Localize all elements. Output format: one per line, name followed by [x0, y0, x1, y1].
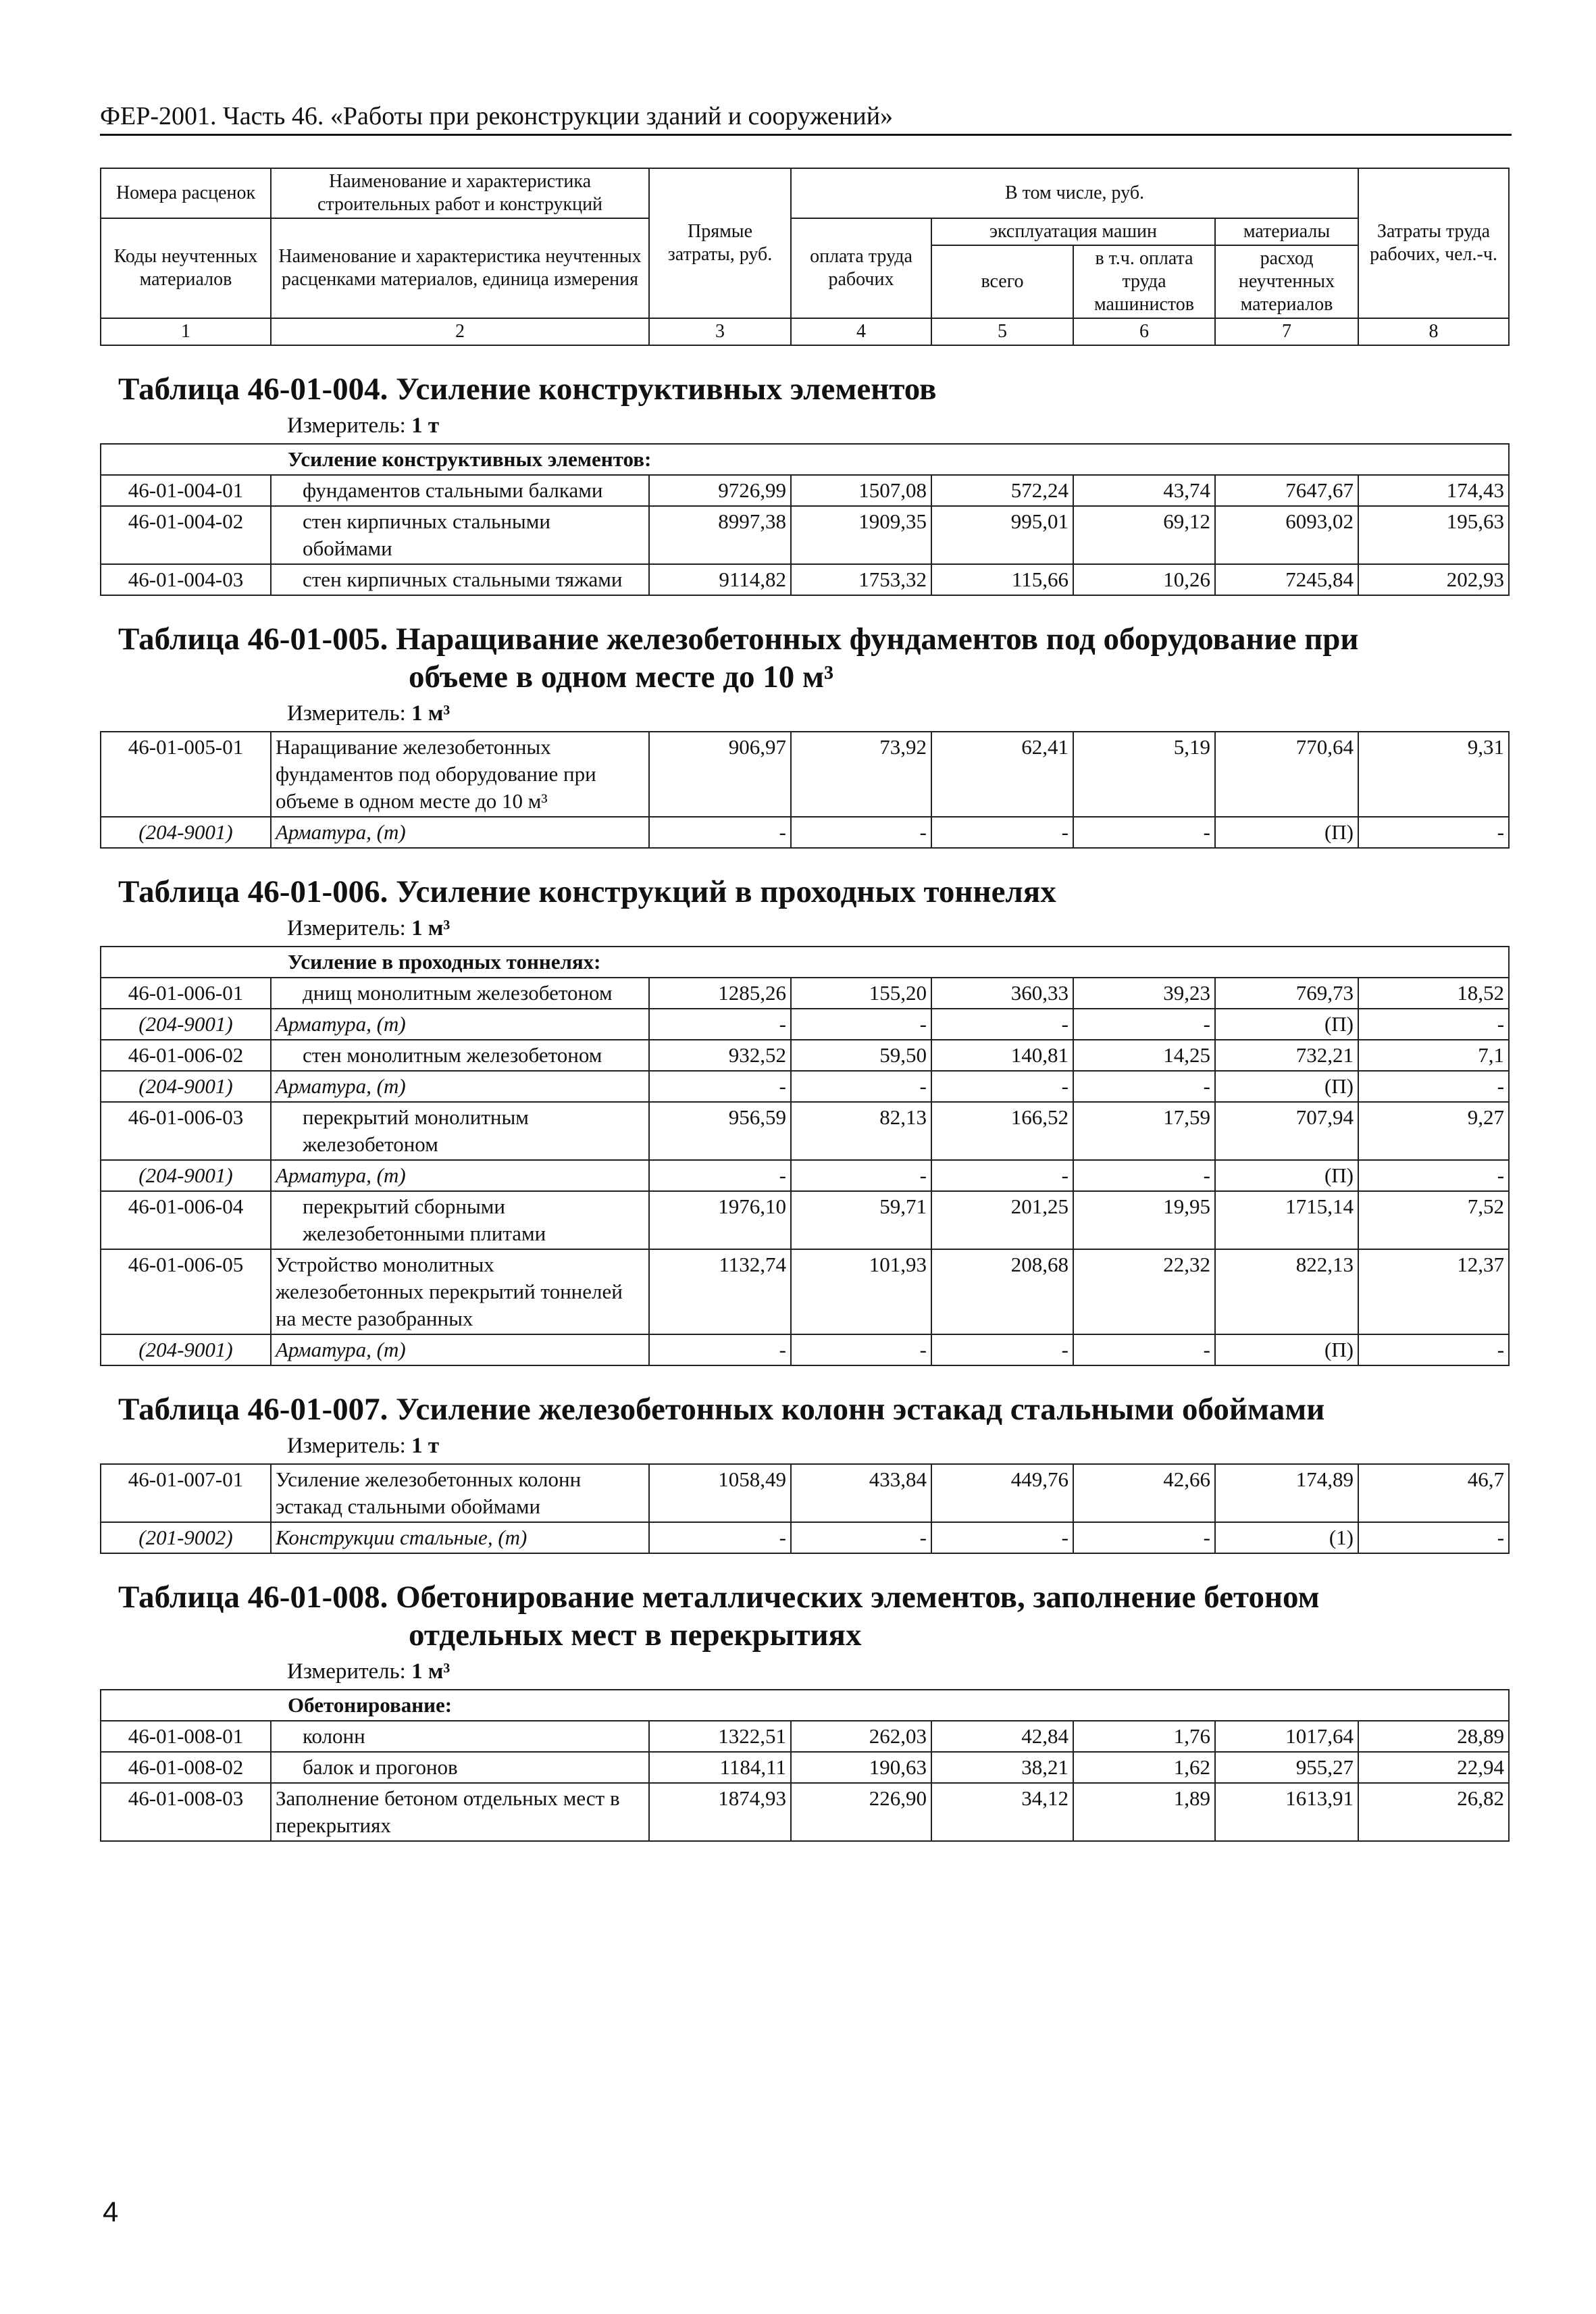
value-cell: (П) [1215, 817, 1358, 848]
material-row [101, 1160, 1509, 1191]
material-code: (204-9001) [101, 1071, 271, 1102]
section-title-row [101, 848, 1509, 947]
group-heading: Обетонирование: [101, 1690, 1509, 1721]
col3-header: Прямые затраты, руб. [649, 168, 791, 318]
value-cell: - [649, 1334, 791, 1365]
column-numbers-row [101, 318, 1509, 345]
value-cell: 38,21 [931, 1752, 1073, 1783]
value-cell: 174,89 [1215, 1464, 1358, 1522]
value-cell: - [931, 1071, 1073, 1102]
value-cell: 62,41 [931, 732, 1073, 817]
value-cell: 955,27 [1215, 1752, 1358, 1783]
value-cell: 34,12 [931, 1783, 1073, 1841]
rate-code: 46-01-006-05 [101, 1249, 271, 1334]
col2-bottom-header: Наименование и характеристика неучтенных расценками материалов, единица измерения [271, 218, 649, 318]
value-cell: - [1073, 1071, 1215, 1102]
section-title-line: отдельных мест в перекрытиях [409, 1617, 862, 1653]
value-cell: 433,84 [791, 1464, 931, 1522]
section-heading-cell [101, 1553, 1509, 1690]
value-cell: (1) [1215, 1522, 1358, 1553]
value-cell: (П) [1215, 1160, 1358, 1191]
value-cell: 17,59 [1073, 1102, 1215, 1160]
section-heading-cell [101, 1365, 1509, 1464]
rate-name: перекрытий сборными железобетонными плитами [271, 1191, 649, 1249]
section-title-line: Таблица 46-01-004. Усиление конструктивных элементов [118, 372, 937, 407]
value-cell: 195,63 [1358, 506, 1509, 564]
unit-value: 1 м³ [411, 701, 451, 726]
value-cell: 166,52 [931, 1102, 1073, 1160]
material-row [101, 1334, 1509, 1365]
value-cell: - [791, 1071, 931, 1102]
rate-name: балок и прогонов [271, 1752, 649, 1783]
value-cell: 1184,11 [649, 1752, 791, 1783]
section-unit [105, 408, 1505, 442]
value-cell: 174,43 [1358, 475, 1509, 506]
material-code: (204-9001) [101, 1334, 271, 1365]
section-heading-cell [101, 345, 1509, 444]
value-cell: 1017,64 [1215, 1721, 1358, 1752]
value-cell: 707,94 [1215, 1102, 1358, 1160]
section-unit [105, 1428, 1505, 1462]
column-number: 1 [101, 318, 271, 345]
value-cell: 140,81 [931, 1040, 1073, 1071]
value-cell: 59,50 [791, 1040, 931, 1071]
value-cell: - [791, 1009, 931, 1040]
value-cell: - [1358, 1334, 1509, 1365]
value-cell: 101,93 [791, 1249, 931, 1334]
section-title-row [101, 1365, 1509, 1464]
value-cell: 201,25 [931, 1191, 1073, 1249]
column-number: 5 [931, 318, 1073, 345]
value-cell: 1507,08 [791, 475, 931, 506]
material-name: Арматура, (т) [271, 817, 649, 848]
rate-code: 46-01-008-03 [101, 1783, 271, 1841]
material-row [101, 817, 1509, 848]
rate-code: 46-01-004-03 [101, 564, 271, 595]
rate-code: 46-01-006-03 [101, 1102, 271, 1160]
section-heading-cell [101, 595, 1509, 732]
value-cell: 22,32 [1073, 1249, 1215, 1334]
value-cell: 9114,82 [649, 564, 791, 595]
value-cell: 155,20 [791, 978, 931, 1009]
value-cell: - [649, 817, 791, 848]
value-cell: 1753,32 [791, 564, 931, 595]
value-cell: - [1358, 1071, 1509, 1102]
section-title-row [101, 1553, 1509, 1690]
section-unit [105, 911, 1505, 945]
value-cell: - [649, 1009, 791, 1040]
section-title-line: Таблица 46-01-007. Усиление железобетонных колонн эстакад стальными обоймами [118, 1392, 1325, 1427]
section-title-row [101, 595, 1509, 732]
value-cell: - [649, 1522, 791, 1553]
section-title-line: Таблица 46-01-005. Наращивание железобетонных фундаментов под оборудование при [118, 622, 1359, 657]
unit-label: Измеритель: [287, 1434, 406, 1458]
section-title-row [101, 345, 1509, 444]
col7-header: расход неучтенных материалов [1215, 245, 1358, 318]
value-cell: 932,52 [649, 1040, 791, 1071]
rate-code: 46-01-007-01 [101, 1464, 271, 1522]
material-row [101, 1071, 1509, 1102]
value-cell: 956,59 [649, 1102, 791, 1160]
header-row-1 [101, 168, 1509, 218]
page-number: 4 [103, 2196, 119, 2228]
rate-row [101, 475, 1509, 506]
section-title-line: Таблица 46-01-008. Обетонирование металлических элементов, заполнение бетоном [118, 1580, 1320, 1615]
value-cell: 42,84 [931, 1721, 1073, 1752]
material-code: (204-9001) [101, 1009, 271, 1040]
value-cell: - [931, 817, 1073, 848]
value-cell: 1,62 [1073, 1752, 1215, 1783]
rate-row [101, 978, 1509, 1009]
material-name: Конструкции стальные, (т) [271, 1522, 649, 1553]
value-cell: 22,94 [1358, 1752, 1509, 1783]
rate-row [101, 1752, 1509, 1783]
material-row [101, 1009, 1509, 1040]
value-cell: 769,73 [1215, 978, 1358, 1009]
value-cell: - [1358, 1009, 1509, 1040]
value-cell: - [791, 817, 931, 848]
material-name: Арматура, (т) [271, 1009, 649, 1040]
section-title [105, 850, 1505, 911]
material-name: Арматура, (т) [271, 1334, 649, 1365]
unit-value: 1 м³ [411, 1659, 451, 1684]
value-cell: - [1073, 1009, 1215, 1040]
value-cell: 572,24 [931, 475, 1073, 506]
rate-code: 46-01-006-04 [101, 1191, 271, 1249]
rate-row [101, 506, 1509, 564]
group-heading: Усиление в проходных тоннелях: [101, 947, 1509, 978]
rate-code: 46-01-008-01 [101, 1721, 271, 1752]
value-cell: 449,76 [931, 1464, 1073, 1522]
col2-top-header: Наименование и характеристика строительных работ и конструкций [271, 168, 649, 218]
material-code: (204-9001) [101, 1160, 271, 1191]
value-cell: - [791, 1334, 931, 1365]
rate-name: стен кирпичных стальными обоймами [271, 506, 649, 564]
value-cell: - [931, 1160, 1073, 1191]
rate-name: Усиление железобетонных колонн эстакад стальными обоймами [271, 1464, 649, 1522]
group-heading-row [101, 444, 1509, 475]
rate-row [101, 1249, 1509, 1334]
rate-name: колонн [271, 1721, 649, 1752]
rate-name: днищ монолитным железобетоном [271, 978, 649, 1009]
value-cell: 1058,49 [649, 1464, 791, 1522]
value-cell: 7,52 [1358, 1191, 1509, 1249]
rates-table-body [101, 168, 1509, 1841]
unit-value: 1 т [411, 413, 440, 438]
value-cell: - [1358, 817, 1509, 848]
value-cell: - [791, 1160, 931, 1191]
value-cell: 5,19 [1073, 732, 1215, 817]
value-cell: (П) [1215, 1071, 1358, 1102]
value-cell: 43,74 [1073, 475, 1215, 506]
rate-row [101, 1464, 1509, 1522]
rate-code: 46-01-004-02 [101, 506, 271, 564]
value-cell: 1322,51 [649, 1721, 791, 1752]
rate-name: Заполнение бетоном отдельных мест в перекрытиях [271, 1783, 649, 1841]
value-cell: 115,66 [931, 564, 1073, 595]
column-number: 4 [791, 318, 931, 345]
rate-code: 46-01-006-01 [101, 978, 271, 1009]
material-name: Арматура, (т) [271, 1160, 649, 1191]
value-cell: 59,71 [791, 1191, 931, 1249]
value-cell: 262,03 [791, 1721, 931, 1752]
value-cell: (П) [1215, 1334, 1358, 1365]
value-cell: (П) [1215, 1009, 1358, 1040]
value-cell: 1874,93 [649, 1783, 791, 1841]
unit-label: Измеритель: [287, 1659, 406, 1684]
value-cell: 208,68 [931, 1249, 1073, 1334]
value-cell: 1715,14 [1215, 1191, 1358, 1249]
section-title [105, 1555, 1505, 1654]
column-number: 2 [271, 318, 649, 345]
value-cell: 1285,26 [649, 978, 791, 1009]
value-cell: 9,31 [1358, 732, 1509, 817]
value-cell: 1132,74 [649, 1249, 791, 1334]
rate-name: стен монолитным железобетоном [271, 1040, 649, 1071]
value-cell: 7245,84 [1215, 564, 1358, 595]
rate-row [101, 1040, 1509, 1071]
value-cell: - [1358, 1160, 1509, 1191]
rate-row [101, 564, 1509, 595]
value-cell: 12,37 [1358, 1249, 1509, 1334]
unit-label: Измеритель: [287, 413, 406, 438]
group-heading-row [101, 947, 1509, 978]
value-cell: 1613,91 [1215, 1783, 1358, 1841]
page-header [100, 101, 1512, 136]
value-cell: 202,93 [1358, 564, 1509, 595]
value-cell: 6093,02 [1215, 506, 1358, 564]
rate-name: Наращивание железобетонных фундаментов под оборудование при объеме в одном месте до 10 м³ [271, 732, 649, 817]
value-cell: 9726,99 [649, 475, 791, 506]
unit-value: 1 т [411, 1434, 440, 1458]
materials-header: материалы [1215, 218, 1358, 245]
value-cell: 7,1 [1358, 1040, 1509, 1071]
value-cell: 190,63 [791, 1752, 931, 1783]
unit-value: 1 м³ [411, 916, 451, 940]
value-cell: 26,82 [1358, 1783, 1509, 1841]
value-cell: - [1073, 1334, 1215, 1365]
column-number: 7 [1215, 318, 1358, 345]
value-cell: - [1073, 1160, 1215, 1191]
section-title-line: объеме в одном месте до 10 м³ [409, 659, 834, 695]
unit-label: Измеритель: [287, 701, 406, 726]
rate-name: стен кирпичных стальными тяжами [271, 564, 649, 595]
machines-header: эксплуатация машин [931, 218, 1215, 245]
rate-row [101, 732, 1509, 817]
value-cell: 69,12 [1073, 506, 1215, 564]
value-cell: 9,27 [1358, 1102, 1509, 1160]
material-name: Арматура, (т) [271, 1071, 649, 1102]
value-cell: 822,13 [1215, 1249, 1358, 1334]
section-title [105, 347, 1505, 408]
material-row [101, 1522, 1509, 1553]
value-cell: 14,25 [1073, 1040, 1215, 1071]
value-cell: 19,95 [1073, 1191, 1215, 1249]
rate-name: перекрытий монолитным железобетоном [271, 1102, 649, 1160]
value-cell: - [791, 1522, 931, 1553]
value-cell: - [931, 1334, 1073, 1365]
column-number: 3 [649, 318, 791, 345]
value-cell: - [649, 1071, 791, 1102]
unit-label: Измеритель: [287, 916, 406, 940]
section-title-line: Таблица 46-01-006. Усиление конструкций в проходных тоннелях [118, 874, 1056, 909]
rate-code: 46-01-005-01 [101, 732, 271, 817]
value-cell: - [931, 1009, 1073, 1040]
value-cell: 39,23 [1073, 978, 1215, 1009]
value-cell: 360,33 [931, 978, 1073, 1009]
value-cell: 28,89 [1358, 1721, 1509, 1752]
material-code: (201-9002) [101, 1522, 271, 1553]
col1-bottom-header: Коды неучтенных материалов [101, 218, 271, 318]
value-cell: 73,92 [791, 732, 931, 817]
rates-table [100, 168, 1510, 1842]
value-cell: 1,76 [1073, 1721, 1215, 1752]
value-cell: 8997,38 [649, 506, 791, 564]
value-cell: - [1073, 817, 1215, 848]
value-cell: 995,01 [931, 506, 1073, 564]
value-cell: 732,21 [1215, 1040, 1358, 1071]
value-cell: 7647,67 [1215, 475, 1358, 506]
section-heading-cell [101, 848, 1509, 947]
rate-row [101, 1102, 1509, 1160]
value-cell: 18,52 [1358, 978, 1509, 1009]
value-cell: 770,64 [1215, 732, 1358, 817]
rate-code: 46-01-006-02 [101, 1040, 271, 1071]
rate-code: 46-01-004-01 [101, 475, 271, 506]
value-cell: - [649, 1160, 791, 1191]
column-number: 6 [1073, 318, 1215, 345]
section-title [105, 597, 1505, 696]
value-cell: 42,66 [1073, 1464, 1215, 1522]
value-cell: 10,26 [1073, 564, 1215, 595]
group-heading-row [101, 1690, 1509, 1721]
section-unit [105, 1654, 1505, 1688]
running-title: ФЕР-2001. Часть 46. «Работы при реконструкции зданий и сооружений» [100, 102, 894, 130]
value-cell: 46,7 [1358, 1464, 1509, 1522]
rate-name: фундаментов стальными балками [271, 475, 649, 506]
section-title [105, 1367, 1505, 1428]
header-row-2 [101, 218, 1509, 245]
rate-code: 46-01-008-02 [101, 1752, 271, 1783]
value-cell: - [1358, 1522, 1509, 1553]
rate-row [101, 1783, 1509, 1841]
value-cell: 82,13 [791, 1102, 931, 1160]
value-cell: 1976,10 [649, 1191, 791, 1249]
value-cell: 226,90 [791, 1783, 931, 1841]
col5-header: всего [931, 245, 1073, 318]
rate-row [101, 1191, 1509, 1249]
material-code: (204-9001) [101, 817, 271, 848]
value-cell: 906,97 [649, 732, 791, 817]
value-cell: - [1073, 1522, 1215, 1553]
col1-top-header: Номера расценок [101, 168, 271, 218]
group-heading: Усиление конструктивных элементов: [101, 444, 1509, 475]
column-number: 8 [1358, 318, 1509, 345]
rate-row [101, 1721, 1509, 1752]
group-header: В том числе, руб. [791, 168, 1358, 218]
col6-header: в т.ч. оплата труда машинистов [1073, 245, 1215, 318]
rate-name: Устройство монолитных железобетонных перекрытий тоннелей на месте разобранных [271, 1249, 649, 1334]
value-cell: 1909,35 [791, 506, 931, 564]
section-unit [105, 696, 1505, 730]
col8-header: Затраты труда рабочих, чел.-ч. [1358, 168, 1509, 318]
value-cell: - [931, 1522, 1073, 1553]
value-cell: 1,89 [1073, 1783, 1215, 1841]
col4-header: оплата труда рабочих [791, 218, 931, 318]
